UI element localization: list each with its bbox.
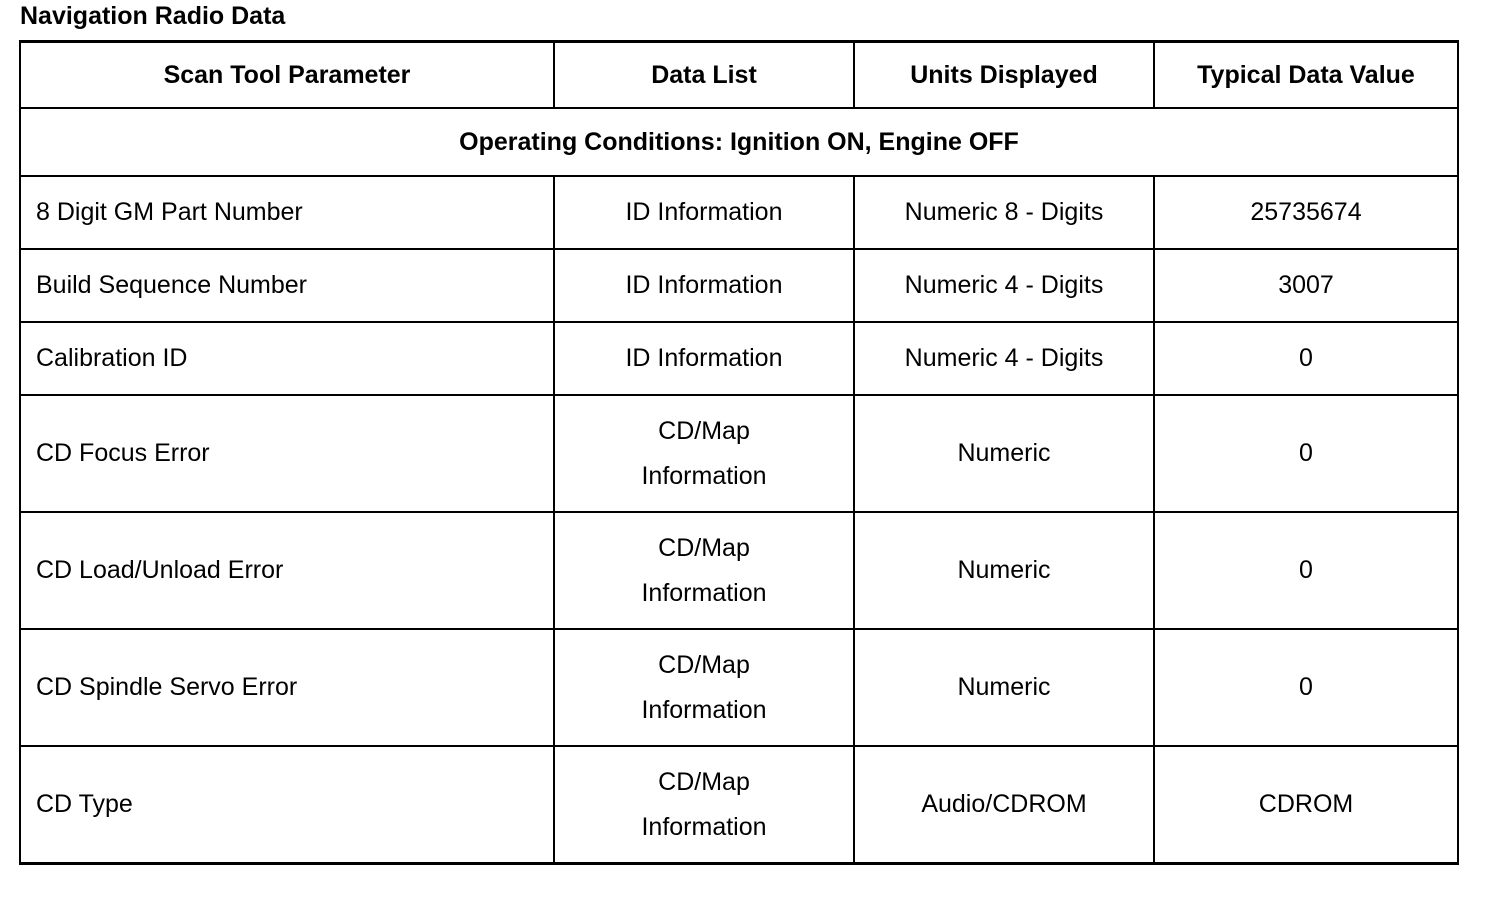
document-title: Navigation Radio Data	[20, 2, 286, 30]
parameter-cell: CD Type	[20, 746, 554, 864]
data-list-cell: CD/Map Information	[554, 746, 854, 864]
units-cell: Numeric	[854, 512, 1154, 629]
units-cell: Audio/CDROM	[854, 746, 1154, 864]
data-list-cell: CD/Map Information	[554, 629, 854, 746]
parameter-cell: CD Load/Unload Error	[20, 512, 554, 629]
typical-value-cell: 25735674	[1154, 176, 1458, 249]
table-row	[20, 395, 1458, 512]
parameter-cell: CD Spindle Servo Error	[20, 629, 554, 746]
header-row	[20, 42, 1458, 109]
operating-conditions-row	[20, 108, 1458, 176]
typical-value-cell: 0	[1154, 395, 1458, 512]
navigation-radio-data-table	[19, 40, 1459, 865]
table-row	[20, 176, 1458, 249]
typical-value-cell: 0	[1154, 629, 1458, 746]
parameter-cell: CD Focus Error	[20, 395, 554, 512]
data-list-cell: ID Information	[554, 322, 854, 395]
typical-value-cell: CDROM	[1154, 746, 1458, 864]
parameter-cell: Build Sequence Number	[20, 249, 554, 322]
units-cell: Numeric	[854, 395, 1154, 512]
table-row	[20, 249, 1458, 322]
typical-value-cell: 0	[1154, 512, 1458, 629]
operating-conditions: Operating Conditions: Ignition ON, Engine OFF	[20, 108, 1458, 176]
column-header-data-list: Data List	[554, 42, 854, 109]
data-list-cell: ID Information	[554, 249, 854, 322]
table-row	[20, 512, 1458, 629]
parameter-cell: 8 Digit GM Part Number	[20, 176, 554, 249]
typical-value-cell: 3007	[1154, 249, 1458, 322]
table-row	[20, 322, 1458, 395]
column-header-scan-tool-parameter: Scan Tool Parameter	[20, 42, 554, 109]
table-row	[20, 746, 1458, 864]
column-header-units-displayed: Units Displayed	[854, 42, 1154, 109]
table-row	[20, 629, 1458, 746]
units-cell: Numeric 8 - Digits	[854, 176, 1154, 249]
column-header-typical-data-value: Typical Data Value	[1154, 42, 1458, 109]
units-cell: Numeric 4 - Digits	[854, 322, 1154, 395]
data-list-cell: CD/Map Information	[554, 512, 854, 629]
typical-value-cell: 0	[1154, 322, 1458, 395]
units-cell: Numeric 4 - Digits	[854, 249, 1154, 322]
data-list-cell: CD/Map Information	[554, 395, 854, 512]
units-cell: Numeric	[854, 629, 1154, 746]
parameter-cell: Calibration ID	[20, 322, 554, 395]
data-list-cell: ID Information	[554, 176, 854, 249]
